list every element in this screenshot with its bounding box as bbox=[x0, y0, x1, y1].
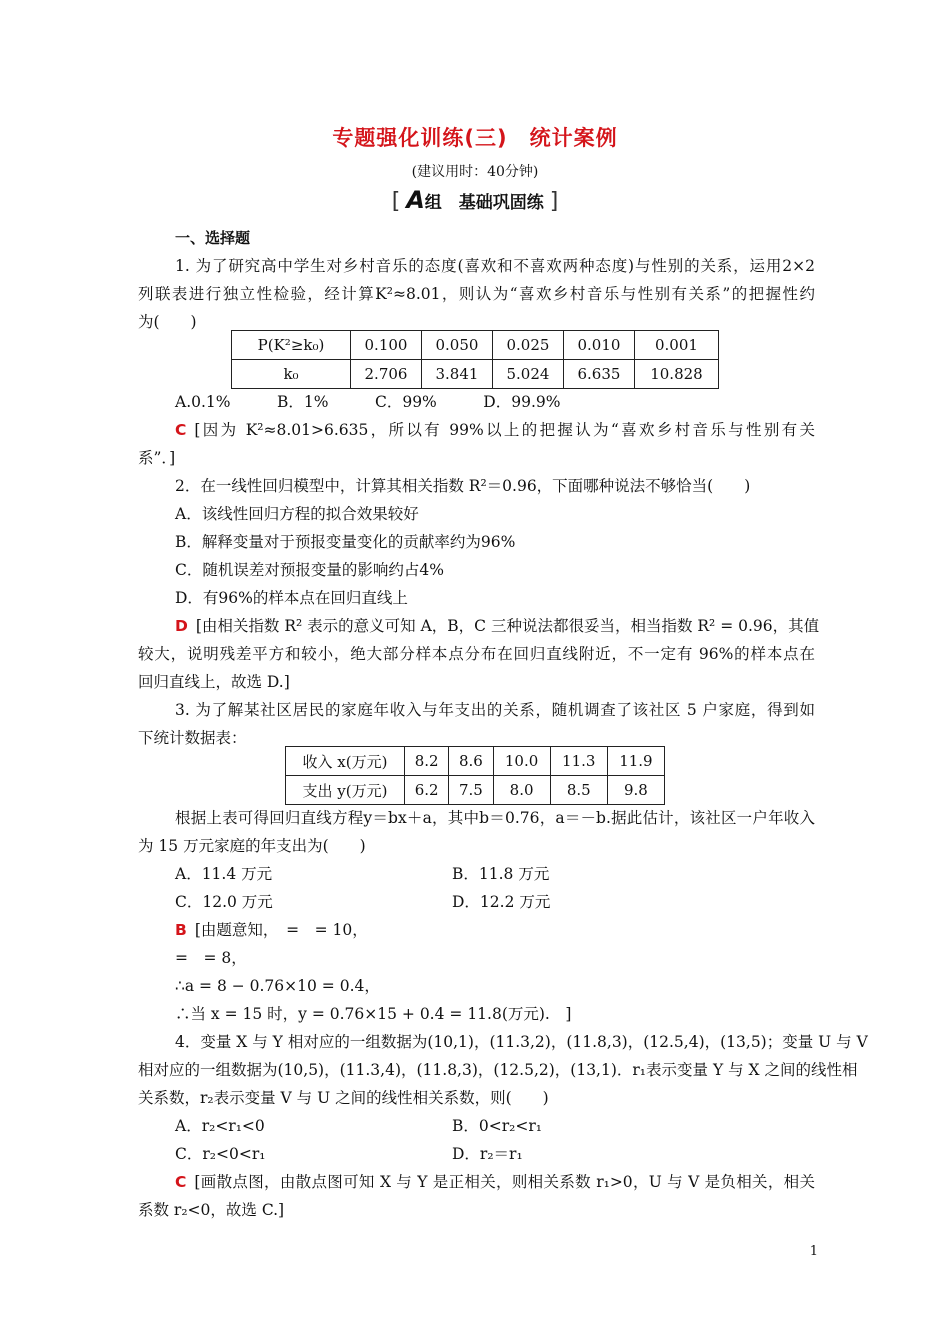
q4-answer-line2: 系数 r₂<0，故选 C.] bbox=[138, 1201, 285, 1219]
answer-text: [由题意知， = = 10， bbox=[194, 921, 368, 939]
table-cell: 6.2 bbox=[405, 776, 449, 805]
table-row bbox=[232, 360, 719, 389]
q2-option-c: C．随机误差对预报变量的影响约占4% bbox=[175, 561, 444, 579]
q3-answer-line2: = = 8， bbox=[175, 949, 247, 967]
q1-line2: 列联表进行独立性检验，经计算K²≈8.01，则认为“喜欢乡村音乐与性别有关系”的把握性约 bbox=[138, 285, 815, 303]
table-cell: 8.0 bbox=[493, 776, 550, 805]
group-label: 组 基础巩固练 bbox=[424, 193, 544, 213]
q3-answer-line3: ∴a = 8 − 0.76×10 = 0.4， bbox=[175, 977, 380, 995]
table-cell: 9.8 bbox=[607, 776, 664, 805]
q4-answer-line1 bbox=[175, 1168, 815, 1196]
q3-option-c: C．12.0 万元 bbox=[175, 893, 273, 911]
q1-options: A.0.1% B．1% C．99% D．99.9% bbox=[175, 393, 561, 411]
table-cell: 7.5 bbox=[449, 776, 493, 805]
page-title: 专题强化训练(三) 统计案例 bbox=[332, 126, 618, 150]
q3-answer-line4: ∴当 x = 15 时，y = 0.76×15 + 0.4 = 11.8(万元). ] bbox=[175, 1005, 572, 1023]
q3-answer-line1 bbox=[175, 916, 815, 944]
q2-answer-line2: 较大，说明残差平方和较小，绝大部分样本点分布在回归直线附近，不一定有 96%的样本点在 bbox=[138, 645, 815, 663]
q3-line2: 下统计数据表： bbox=[138, 729, 247, 747]
table-cell: 6.635 bbox=[563, 360, 634, 389]
table-cell: 0.050 bbox=[421, 331, 492, 360]
q4-option-c: C．r₂<0<r₁ bbox=[175, 1145, 266, 1163]
q4-option-b: B．0<r₂<r₁ bbox=[452, 1117, 542, 1135]
q2-answer-line1 bbox=[175, 612, 820, 640]
q1-answer-line2: 系”．] bbox=[138, 449, 176, 467]
q4-line1: 4．变量 X 与 Y 相对应的一组数据为(10,1)，(11.3,2)，(11.8,3)，(12.5,4)，(13,5)；变量 U 与 V bbox=[175, 1033, 868, 1051]
q3-option-b: B．11.8 万元 bbox=[452, 865, 550, 883]
answer-text: [因为 K²≈8.01>6.635，所以有 99%以上的把握认为“喜欢乡村音乐与性别有关 bbox=[194, 421, 815, 439]
q2-option-a: A．该线性回归方程的拟合效果较好 bbox=[175, 505, 419, 523]
page-number: 1 bbox=[809, 1244, 818, 1259]
q4-line2: 相对应的一组数据为(10,5)，(11.3,4)，(11.8,3)，(12.5,2)，(13,1)．r₁表示变量 Y 与 X 之间的线性相 bbox=[138, 1061, 858, 1079]
table-row bbox=[286, 747, 665, 776]
q4-line3: 关系数，r₂表示变量 V 与 U 之间的线性相关系数，则( ) bbox=[138, 1089, 549, 1107]
q2-answer-line3: 回归直线上，故选 D.] bbox=[138, 673, 290, 691]
answer-letter: C bbox=[175, 421, 187, 439]
table-cell: 10.0 bbox=[493, 747, 550, 776]
table-cell: 8.5 bbox=[550, 776, 607, 805]
q2-option-d: D．有96%的样本点在回归直线上 bbox=[175, 589, 408, 607]
bracket-left: [ bbox=[391, 189, 401, 214]
table-cell: 10.828 bbox=[634, 360, 718, 389]
answer-text: [画散点图，由散点图可知 X 与 Y 是正相关，则相关系数 r₁>0，U 与 V 是负相关，相关 bbox=[194, 1173, 815, 1191]
answer-letter: D bbox=[175, 617, 188, 635]
table-cell: 0.025 bbox=[492, 331, 563, 360]
q3-line3: 根据上表可得回归直线方程y＝bx＋a，其中b＝0.76，a＝－b.据此估计，该社区一户年收入 bbox=[175, 809, 815, 827]
table-cell: 2.706 bbox=[351, 360, 422, 389]
table-cell: 8.2 bbox=[405, 747, 449, 776]
q1-line1: 1. 为了研究高中学生对乡村音乐的态度(喜欢和不喜欢两种态度)与性别的关系，运用2×2 bbox=[175, 257, 815, 275]
q3-option-a: A．11.4 万元 bbox=[175, 865, 273, 883]
table-cell: 11.9 bbox=[607, 747, 664, 776]
table-cell: P(K²≥k₀) bbox=[232, 331, 351, 360]
q1-line3: 为( ) bbox=[138, 313, 197, 331]
table-cell: 0.001 bbox=[634, 331, 718, 360]
answer-text: [由相关指数 R² 表示的意义可知 A，B，C 三种说法都很妥当，相当指数 R² = 0.96，其值 bbox=[195, 617, 820, 635]
q1-table bbox=[231, 330, 719, 389]
q4-option-a: A．r₂<r₁<0 bbox=[175, 1117, 265, 1135]
bracket-right: ] bbox=[549, 189, 559, 214]
group-banner bbox=[0, 186, 950, 214]
table-cell: 0.010 bbox=[563, 331, 634, 360]
group-letter: A bbox=[406, 186, 425, 214]
table-cell: 8.6 bbox=[449, 747, 493, 776]
q4-option-d: D．r₂＝r₁ bbox=[452, 1145, 523, 1163]
q1-answer-line1 bbox=[175, 416, 815, 444]
answer-letter: B bbox=[175, 921, 187, 939]
page-subtitle: (建议用时：40分钟) bbox=[411, 164, 539, 180]
answer-letter: C bbox=[175, 1173, 187, 1191]
table-row bbox=[286, 776, 665, 805]
table-cell: 5.024 bbox=[492, 360, 563, 389]
q3-line4: 为 15 万元家庭的年支出为( ) bbox=[138, 837, 366, 855]
table-row bbox=[232, 331, 719, 360]
q3-option-d: D．12.2 万元 bbox=[452, 893, 551, 911]
q3-table bbox=[285, 746, 665, 805]
table-cell: 0.100 bbox=[351, 331, 422, 360]
table-cell: 11.3 bbox=[550, 747, 607, 776]
table-cell: 支出 y(万元) bbox=[286, 776, 405, 805]
q2-line1: 2．在一线性回归模型中，计算其相关指数 R²＝0.96，下面哪种说法不够恰当( ) bbox=[175, 477, 751, 495]
table-cell: k₀ bbox=[232, 360, 351, 389]
table-cell: 收入 x(万元) bbox=[286, 747, 405, 776]
section-heading: 一、选择题 bbox=[175, 229, 251, 247]
q2-option-b: B．解释变量对于预报变量变化的贡献率约为96% bbox=[175, 533, 516, 551]
table-cell: 3.841 bbox=[421, 360, 492, 389]
q3-line1: 3. 为了解某社区居民的家庭年收入与年支出的关系，随机调查了该社区 5 户家庭，得到如 bbox=[175, 701, 815, 719]
